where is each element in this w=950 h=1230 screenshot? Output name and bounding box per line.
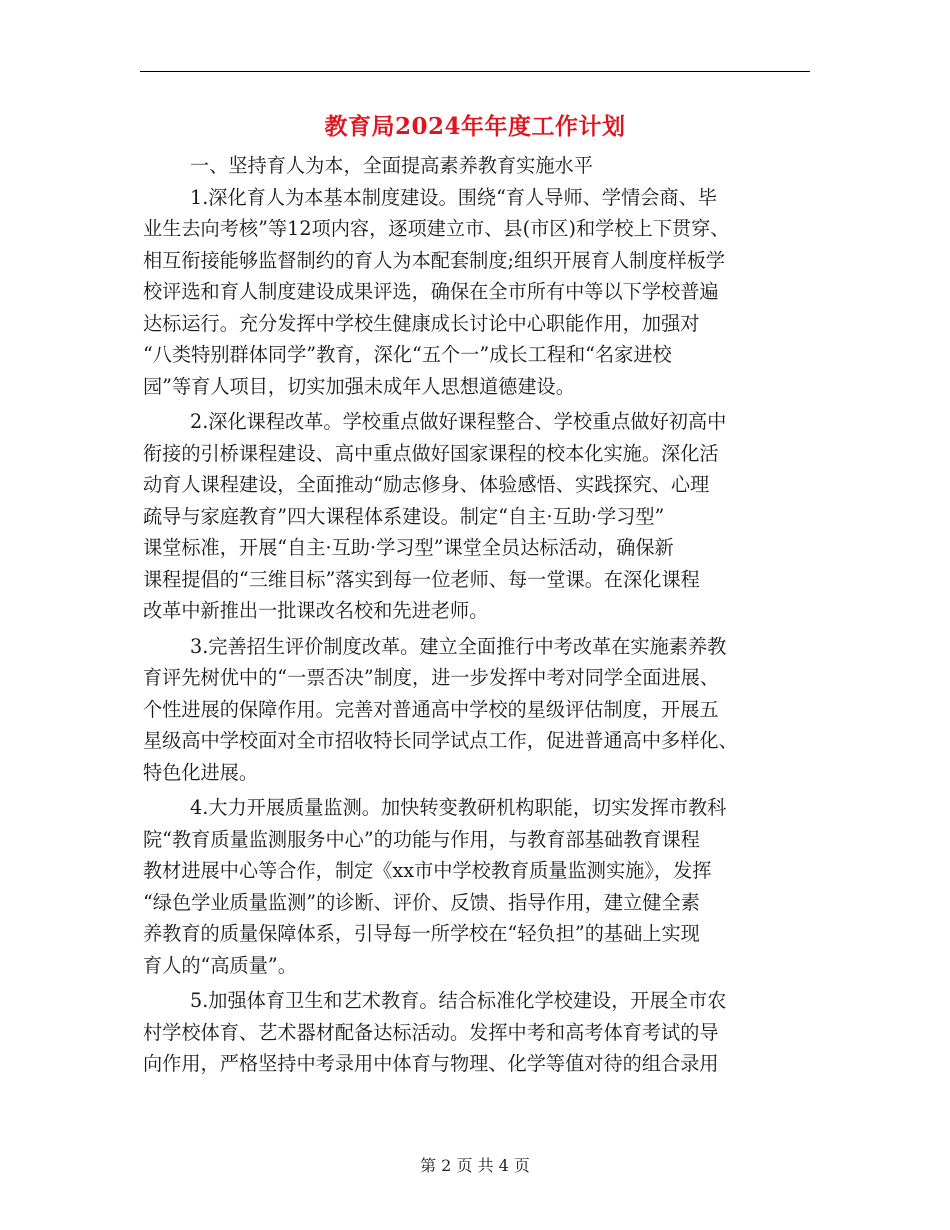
paragraph-line: “绿色学业质量监测”的诊断、评价、反馈、指导作用，建立健全素 [143, 890, 700, 914]
paragraph-line: 2.深化课程改革。学校重点做好课程整合、学校重点做好初高中 [190, 410, 727, 433]
paragraph-line: 院“教育质量监测服务中心”的功能与作用，与教育部基础教育课程 [143, 827, 700, 851]
paragraph-line: 达标运行。充分发挥中学校生健康成长讨论中心职能作用，加强对 [143, 311, 700, 335]
paragraph-line: 星级高中学校面对全市招收特长同学试点工作，促进普通高中多样化、 [143, 729, 738, 752]
paragraph-line: 1.深化育人为本基本制度建设。围绕“育人导师、学情会商、毕 [190, 185, 717, 209]
paragraph-line: 向作用，严格坚持中考录用中体育与物理、化学等值对待的组合录用 [143, 1052, 719, 1075]
paragraph-line: 疏导与家庭教育”四大课程体系建设。制定“自主·互助·学习型” [143, 504, 665, 528]
paragraph-line: 育评先树优中的“一票否决”制度，进一步发挥中考对同学全面进展、 [143, 666, 720, 689]
document-title: 教育局2024年年度工作计划 [324, 113, 626, 140]
section-heading: 一、坚持育人为本，全面提高素养教育实施水平 [190, 154, 593, 177]
paragraph-line: 动育人课程建设，全面推动“励志修身、体验感悟、实践探究、心理 [143, 473, 710, 496]
document-body [143, 150, 815, 1080]
paragraph-line: 村学校体育、艺术器材配备达标活动。发挥中考和高考体育考试的导 [143, 1020, 719, 1044]
paragraph-line: 3.完善招生评价制度改革。建立全面推行中考改革在实施素养教 [190, 634, 727, 658]
page-number-footer: 第 2 页 共 4 页 [420, 1156, 530, 1175]
paragraph-line: 特色化进展。 [143, 760, 259, 784]
paragraph-line: 5.加强体育卫生和艺术教育。结合标准化学校建设，开展全市农 [190, 989, 727, 1012]
paragraph-line: 个性进展的保障作用。完善对普通高中学校的星级评估制度，开展五 [143, 697, 719, 721]
paragraph-line: 养教育的质量保障体系，引导每一所学校在“轻负担”的基础上实现 [143, 922, 700, 945]
header-rule [140, 71, 810, 72]
paragraph-line: 改革中新推出一批课改名校和先进老师。 [143, 599, 489, 622]
paragraph-line: “八类特别群体同学”教育，深化“五个一”成长工程和“名家进校 [143, 343, 672, 366]
paragraph-line: 业生去向考核”等12项内容，逐项建立市、县(市区)和学校上下贯穿、 [143, 217, 730, 240]
paragraph-line: 课堂标准，开展“自主·互助·学习型”课堂全员达标活动，确保新 [143, 536, 674, 559]
paragraph-line: 衔接的引桥课程建设、高中重点做好国家课程的校本化实施。深化活 [143, 441, 719, 465]
paragraph-line: 课程提倡的“三维目标”落实到每一位老师、每一堂课。在深化课程 [143, 567, 700, 591]
paragraph-line: 教材进展中心等合作，制定《xx市中学校教育质量监测实施》，发挥 [143, 859, 712, 882]
paragraph-line: 4.大力开展质量监测。加快转变教研机构职能，切实发挥市教科 [190, 796, 727, 819]
paragraph-line: 育人的“高质量”。 [143, 953, 297, 977]
paragraph-line: 园”等育人项目，切实加强未成年人思想道德建设。 [143, 374, 575, 398]
paragraph-line: 相互衔接能够监督制约的育人为本配套制度;组织开展育人制度样板学 [143, 248, 726, 272]
paragraph-line: 校评选和育人制度建设成果评选，确保在全市所有中等以下学校普遍 [143, 280, 719, 303]
